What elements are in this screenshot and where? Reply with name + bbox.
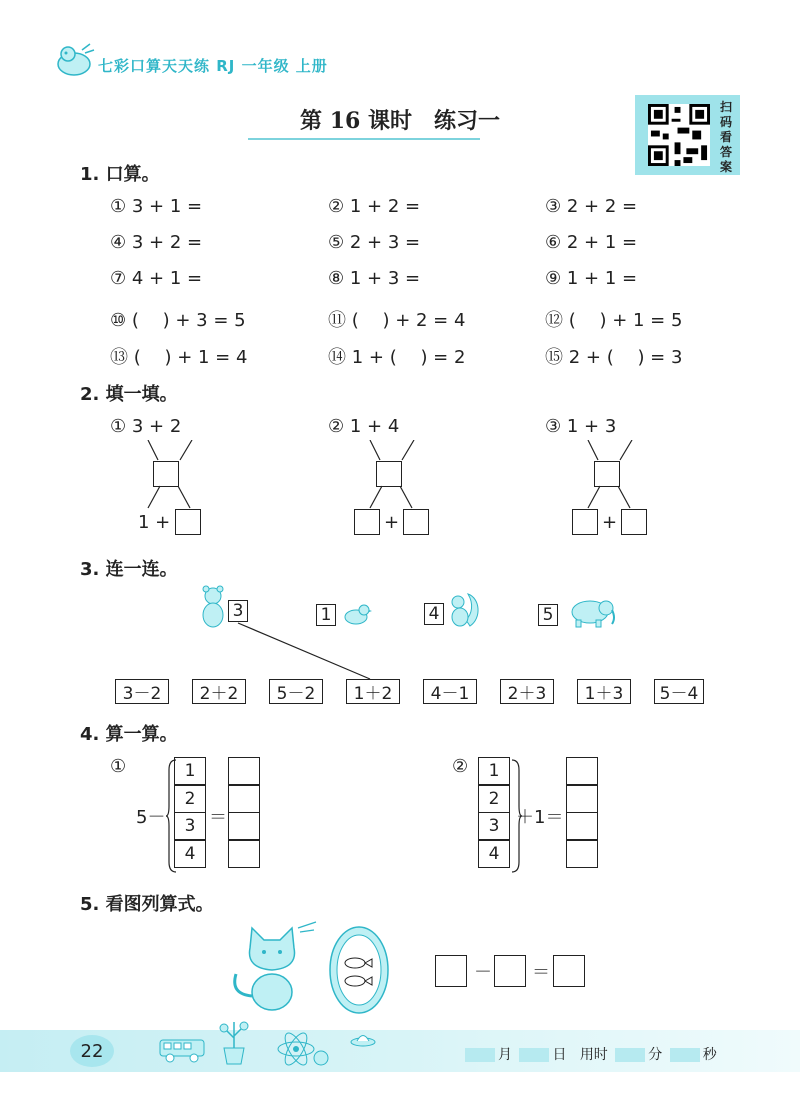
minus-sign: － <box>474 962 492 983</box>
answer-box[interactable] <box>494 955 526 987</box>
answer-box[interactable] <box>621 509 647 535</box>
page-number: 22 <box>70 1035 114 1067</box>
connecting-line <box>236 622 376 682</box>
answer-cell[interactable] <box>228 839 260 868</box>
month-label: 月 <box>498 1047 512 1063</box>
answer-cell[interactable] <box>566 757 598 786</box>
mental-math-item: ⑩ ( ) + 3 = 5 <box>110 310 246 331</box>
title-underline <box>248 138 480 140</box>
section4-heading: 4. 算一算。 <box>80 724 178 745</box>
answer-box[interactable] <box>553 955 585 987</box>
day-blank[interactable] <box>519 1048 549 1062</box>
section1-heading: 1. 口算。 <box>80 164 160 185</box>
answer-box[interactable] <box>572 509 598 535</box>
answer-cell[interactable] <box>566 839 598 868</box>
expression-card[interactable]: 5－2 <box>269 679 323 704</box>
number-card[interactable]: 1 <box>316 604 336 626</box>
answer-cell[interactable] <box>228 757 260 786</box>
expression-card[interactable]: 3－2 <box>115 679 169 704</box>
answer-box[interactable] <box>435 955 467 987</box>
cat-icon <box>228 918 318 1013</box>
calc-suffix: ＋1＝ <box>516 807 564 828</box>
value-column <box>174 758 206 868</box>
expression-card[interactable]: 2＋3 <box>500 679 554 704</box>
minute-label: 分 <box>648 1047 663 1063</box>
month-blank[interactable] <box>465 1048 495 1062</box>
mental-math-item: ③ 2 + 2 = <box>545 196 638 217</box>
mascot-logo-icon <box>52 40 96 78</box>
value-cell: 3 <box>174 812 206 841</box>
expression-card[interactable]: 1＋2 <box>346 679 400 704</box>
answer-cell[interactable] <box>228 812 260 841</box>
answer-box[interactable] <box>354 509 380 535</box>
value-column <box>478 758 510 868</box>
ufo-icon <box>350 1030 376 1050</box>
elephant-icon <box>566 596 616 628</box>
time-record <box>462 1044 717 1064</box>
section2-heading: 2. 填一填。 <box>80 384 178 405</box>
qr-code-icon[interactable] <box>648 104 710 166</box>
mental-math-item: ② 1 + 2 = <box>328 196 421 217</box>
section3-heading: 3. 连一连。 <box>80 559 178 580</box>
expression-card[interactable]: 2＋2 <box>192 679 246 704</box>
squirrel-icon <box>448 590 480 628</box>
value-cell: 4 <box>174 839 206 868</box>
book-series-title: 七彩口算天天练 RJ 一年级 上册 <box>98 57 328 75</box>
answer-column <box>566 758 598 868</box>
number-card[interactable]: 4 <box>424 603 444 625</box>
equals-sign: ＝ <box>532 962 550 983</box>
expression-card[interactable]: 4－1 <box>423 679 477 704</box>
number-card[interactable]: 5 <box>538 604 558 626</box>
equals-sign: ＝ <box>209 807 227 828</box>
bear-icon <box>198 585 228 629</box>
calc-prefix: 5－ <box>136 807 166 828</box>
answer-cell[interactable] <box>566 784 598 813</box>
bus-icon <box>158 1034 208 1064</box>
mental-math-item: ⑨ 1 + 1 = <box>545 268 638 289</box>
lesson-title: 第 16 课时 练习一 <box>300 108 500 134</box>
answer-cell[interactable] <box>566 812 598 841</box>
answer-box[interactable] <box>403 509 429 535</box>
answer-box[interactable] <box>594 461 620 487</box>
mental-math-item: ① 3 + 1 = <box>110 196 203 217</box>
value-cell: 2 <box>478 784 510 813</box>
second-label: 秒 <box>702 1047 717 1063</box>
decompose-prefix: 1 + <box>138 512 171 533</box>
answer-box[interactable] <box>376 461 402 487</box>
value-cell: 3 <box>478 812 510 841</box>
decompose-label: ③ 1 + 3 <box>545 416 617 437</box>
atom-icon <box>274 1030 330 1068</box>
value-cell: 4 <box>478 839 510 868</box>
item-marker: ② <box>452 756 469 777</box>
expression-card[interactable]: 1＋3 <box>577 679 631 704</box>
expression-card[interactable]: 5－4 <box>654 679 704 704</box>
answer-box[interactable] <box>153 461 179 487</box>
mental-math-item: ⑤ 2 + 3 = <box>328 232 421 253</box>
value-cell: 1 <box>174 757 206 786</box>
mental-math-item: ⑬ ( ) + 1 = 4 <box>110 347 248 368</box>
answer-column <box>228 758 260 868</box>
answer-cell[interactable] <box>228 784 260 813</box>
mental-math-item: ⑦ 4 + 1 = <box>110 268 203 289</box>
number-card[interactable]: 3 <box>228 600 248 622</box>
mirror-fish-icon <box>328 925 390 1015</box>
potted-plant-icon <box>216 1020 252 1066</box>
mental-math-item: ⑧ 1 + 3 = <box>328 268 421 289</box>
qr-caption: 扫码看答案 <box>719 100 732 174</box>
mental-math-item: ⑪ ( ) + 2 = 4 <box>328 310 466 331</box>
mental-math-item: ④ 3 + 2 = <box>110 232 203 253</box>
decompose-label: ② 1 + 4 <box>328 416 400 437</box>
mental-math-item: ⑮ 2 + ( ) = 3 <box>545 347 683 368</box>
plus-sign: + <box>602 512 618 533</box>
answer-box[interactable] <box>175 509 201 535</box>
second-blank[interactable] <box>670 1048 700 1062</box>
day-label: 日 <box>552 1047 567 1063</box>
decompose-label: ① 3 + 2 <box>110 416 182 437</box>
mental-math-item: ⑭ 1 + ( ) = 2 <box>328 347 466 368</box>
minute-blank[interactable] <box>615 1048 645 1062</box>
mental-math-item: ⑥ 2 + 1 = <box>545 232 638 253</box>
value-cell: 1 <box>478 757 510 786</box>
plus-sign: + <box>384 512 400 533</box>
value-cell: 2 <box>174 784 206 813</box>
time-used-label: 用时 <box>579 1047 608 1063</box>
mental-math-item: ⑫ ( ) + 1 = 5 <box>545 310 683 331</box>
section5-heading: 5. 看图列算式。 <box>80 894 214 915</box>
item-marker: ① <box>110 756 127 777</box>
